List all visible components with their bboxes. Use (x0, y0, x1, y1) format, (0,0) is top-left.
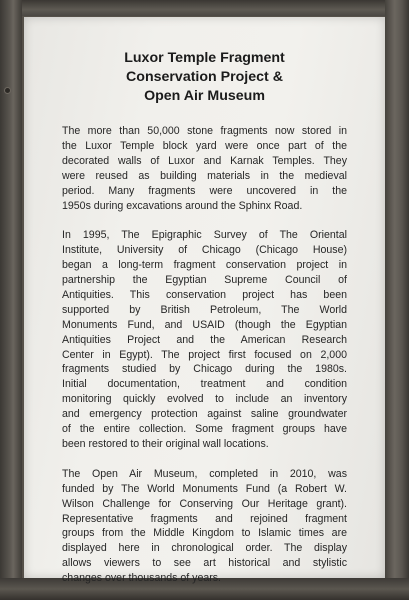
text-line: Wilson Challenge for Conserving Our Heritage grant). (62, 497, 347, 510)
title-line: Luxor Temple Fragment (124, 50, 285, 66)
text-line: period. Many fragments were uncovered in the (62, 184, 347, 197)
text-line: supported by British Petroleum, The World (62, 303, 347, 316)
wooden-frame-right (385, 0, 409, 600)
text-line: Monuments Fund, and USAID (though the Egyptian (62, 318, 347, 331)
text-line: funded by The World Monuments Fund (a Robert W. (62, 482, 347, 495)
text-line: The more than 50,000 stone fragments now stored in (62, 125, 347, 137)
information-sign (24, 17, 385, 585)
wooden-frame-top (0, 0, 409, 16)
text-line: and emergency protection against saline groundwater (62, 408, 347, 421)
sign-body (62, 124, 347, 600)
text-line: Institute, University of Chicago (Chicago House) (62, 244, 347, 257)
text-line: The Open Air Museum, completed in 2010, was (62, 467, 347, 480)
text-line: Representative fragments and rejoined fragment (62, 512, 347, 525)
text-line: fragments studied by Chicago during the 1980s. (62, 363, 347, 376)
text-line: allows viewers to see art historical and stylistic (62, 557, 347, 570)
sign-title (24, 49, 385, 106)
text-line: partnership the Egyptian Supreme Council of (62, 274, 347, 287)
text-line: changes over thousands of years. (62, 572, 222, 585)
title-line: Conservation Project & (126, 69, 283, 85)
title-line: Open Air Museum (144, 88, 265, 104)
text-line: decorated walls of Luxor and Karnak Temples. They (62, 154, 347, 167)
paragraph-history (62, 124, 347, 213)
text-line: Center in Egypt). The project first focused on 2,000 (62, 348, 347, 361)
text-line: groups from the Middle Kingdom to Islamic times are (62, 527, 347, 540)
text-line: began a long-term fragment conservation project in (62, 259, 347, 272)
text-line: Antiquities. This conservation project has been (62, 288, 347, 301)
paragraph-project (62, 228, 347, 452)
text-line: monitoring quickly evolved to include an inventory (62, 393, 347, 406)
nail-icon (5, 88, 10, 93)
text-line: been restored to their original wall locations. (62, 438, 269, 451)
text-line: 1950s during excavations around the Sphinx Road. (62, 199, 303, 212)
text-line: the Luxor Temple block yard were once part of the (62, 139, 347, 152)
text-line: In 1995, The Epigraphic Survey of The Oriental (62, 229, 347, 242)
paragraph-museum (62, 467, 347, 586)
text-line: displayed here in chronological order. The display (62, 542, 347, 555)
text-line: were reused as building materials in the medieval (62, 169, 347, 182)
text-line: Initial documentation, treatment and condition (62, 378, 347, 391)
text-line: Antiquities Project and the American Research (62, 333, 347, 346)
wooden-frame-left (0, 0, 22, 600)
text-line: of the entire collection. Some fragment groups have (62, 423, 347, 436)
